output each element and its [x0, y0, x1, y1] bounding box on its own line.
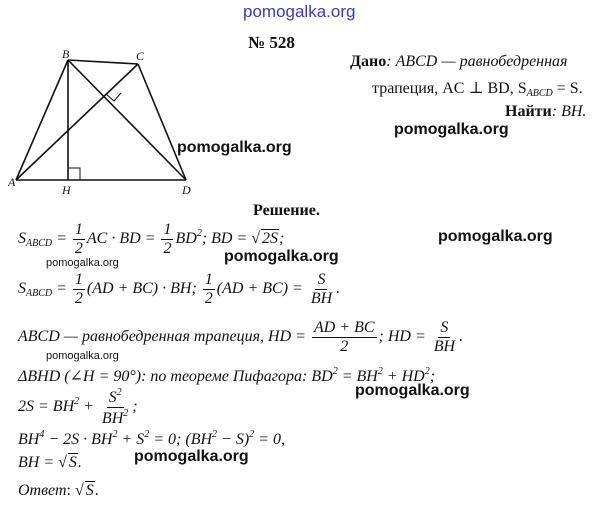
watermark-top: pomogalka.org	[243, 2, 356, 21]
watermark-3: pomogalka.org	[438, 228, 553, 245]
label-d: D	[182, 183, 191, 197]
solution-line-7: BH = √ S.	[18, 454, 82, 471]
side-cd	[138, 64, 186, 180]
watermark-small-2: pomogalka.org	[46, 350, 119, 362]
watermark-5: pomogalka.org	[355, 382, 470, 399]
trapezoid-figure	[8, 48, 208, 198]
side-ab	[16, 60, 68, 180]
watermark-2: pomogalka.org	[177, 139, 292, 156]
side-bc	[68, 60, 138, 64]
diagonal-bd	[68, 60, 186, 180]
problem-number: № 528	[248, 33, 295, 52]
solution-line-2: $S_{ABCD}$ = $\frac{1}{2}$ (AD + BC) · BH; $\frac{1}{2}$ (AD + BC) = $\frac{S}{BH}$ .	[18, 271, 341, 307]
watermark-4: pomogalka.org	[224, 248, 339, 265]
watermark-6: pomogalka.org	[134, 448, 249, 465]
watermark-1: pomogalka.org	[394, 121, 509, 138]
right-angle-h	[68, 168, 80, 180]
solution-line-1: $S_{ABCD}$ = $\frac{1}{2}$ AC · BD = $\frac{1}{2}$ $BD^2$; BD = √ 2S;	[18, 221, 285, 257]
solution-line-5: $2S = BH^2$ + $\frac{S^2}{BH^2}$ ;	[18, 387, 138, 427]
diagonal-ac	[16, 64, 138, 180]
solution-line-6: $BH^4 - 2S \cdot BH^2 + S^2 = 0$; $(BH^2 - S)^2 = 0$,	[18, 429, 285, 448]
solution-line-3: ABCD — равнобедренная трапеция, HD = $\frac{AD + BC}{2}$ ; HD = $\frac{S}{BH}$ .	[18, 319, 464, 355]
label-h: H	[62, 183, 71, 197]
label-c: C	[136, 49, 145, 63]
watermark-small-1: pomogalka.org	[46, 257, 119, 269]
label-a: A	[8, 175, 16, 189]
answer-line: Ответ: √ S.	[18, 482, 99, 499]
solution-heading: Решение.	[253, 202, 320, 219]
solution-line-4: ΔBHD (∠H = 90°): по теореме Пифагора: $BD^2 = BH^2 + HD^2$;	[18, 366, 436, 385]
given-line-2: трапеция, AC ⊥ BD, $S_{ABCD} = S$.	[372, 80, 583, 99]
given-line-1: Дано: ABCD — равнобедренная	[350, 53, 568, 70]
find-line: Найти: BH.	[505, 103, 587, 120]
label-b: B	[62, 48, 70, 61]
